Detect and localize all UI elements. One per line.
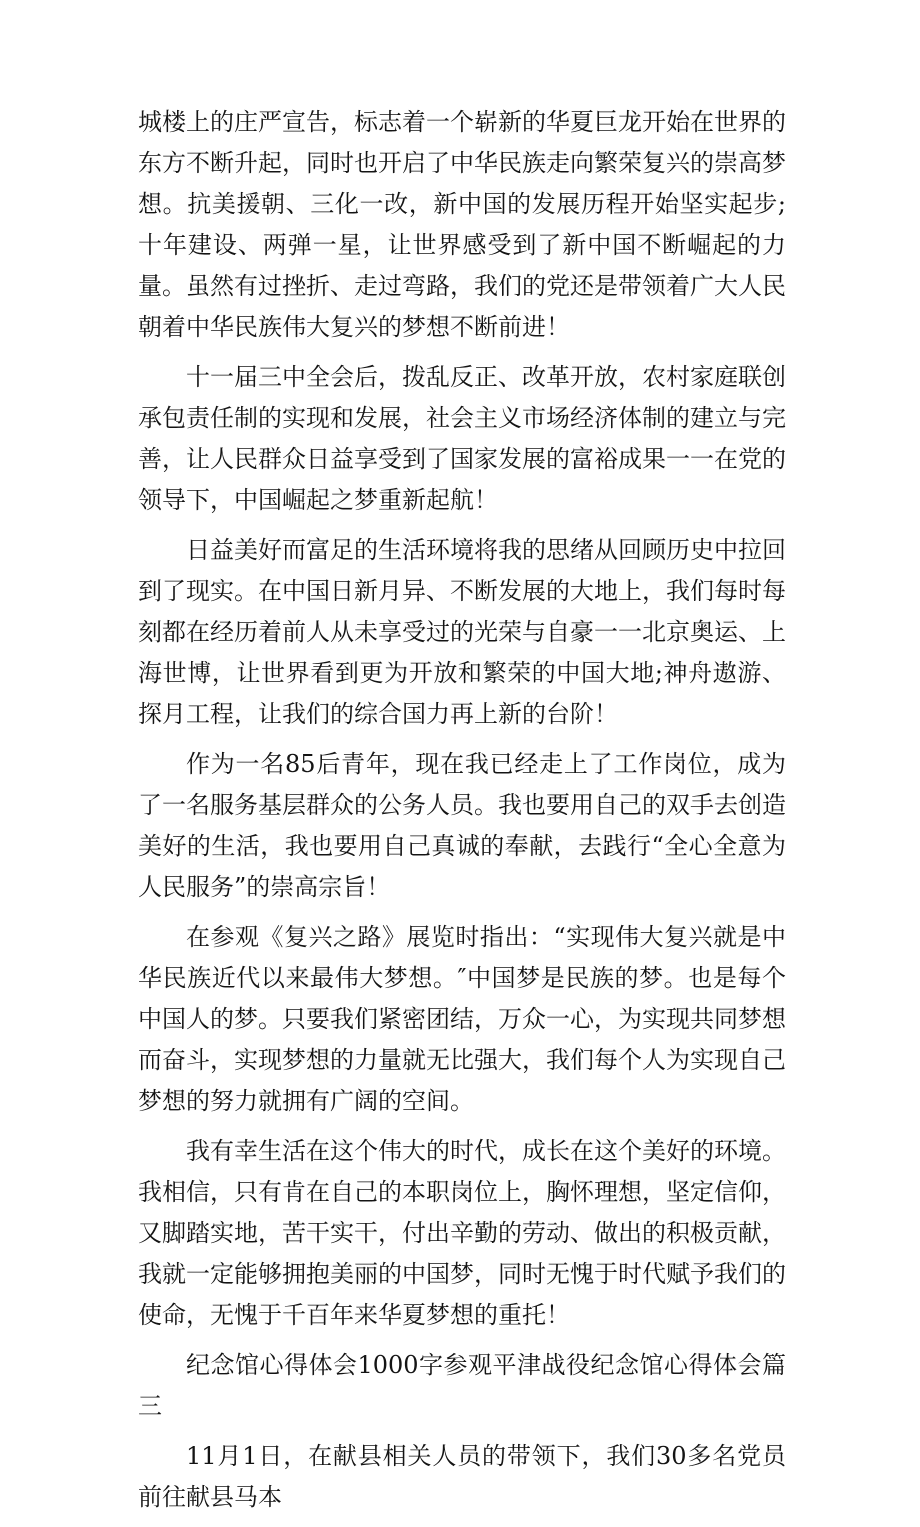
- section-heading: 纪念馆心得体会1000字参观平津战役纪念馆心得体会篇三: [138, 1351, 786, 1420]
- paragraph-6: 我有幸生活在这个伟大的时代，成长在这个美好的环境。我相信，只有肯在自己的本职岗位上，胸怀理想，坚定信仰，又脚踏实地，苦干实干，付出辛勤的劳动、做出的积极贡献，我就一定能够拥抱美丽的中国梦，同时无愧于时代赋予我们的使命，无愧于千百年来华夏梦想的重托！: [138, 1137, 786, 1329]
- paragraph-2: 十一届三中全会后，拨乱反正、改革开放，农村家庭联创承包责任制的实现和发展，社会主义市场经济体制的建立与完善，让人民群众日益享受到了国家发展的富裕成果一一在党的领导下，中国崛起之梦重新起航！: [138, 363, 786, 514]
- paragraph-4: 作为一名85后青年，现在我已经走上了工作岗位，成为了一名服务基层群众的公务人员。我也要用自己的双手去创造美好的生活，我也要用自己真诚的奉献，去践行“全心全意为人民服务”的崇高宗旨！: [138, 750, 786, 901]
- paragraph-5: 在参观《复兴之路》展览时指出：“实现伟大复兴就是中华民族近代以来最伟大梦想。″中国梦是民族的梦。也是每个中国人的梦。只要我们紧密团结，万众一心，为实现共同梦想而奋斗，实现梦想的力量就无比强大，我们每个人为实现自己梦想的努力就拥有广阔的空间。: [138, 923, 786, 1115]
- paragraph-7: 11月1日，在献县相关人员的带领下，我们30多名党员前往献县马本: [138, 1442, 786, 1511]
- document-body: [138, 102, 786, 1527]
- paragraph-3: 日益美好而富足的生活环境将我的思绪从回顾历史中拉回到了现实。在中国日新月异、不断发展的大地上，我们每时每刻都在经历着前人从未享受过的光荣与自豪一一北京奥运、上海世博，让世界看到更为开放和繁荣的中国大地;神舟遨游、探月工程，让我们的综合国力再上新的台阶！: [138, 536, 786, 728]
- paragraph-1: 城楼上的庄严宣告，标志着一个崭新的华夏巨龙开始在世界的东方不断升起，同时也开启了中华民族走向繁荣复兴的崇高梦想。抗美援朝、三化一改，新中国的发展历程开始坚实起步;十年建设、两弹一星，让世界感受到了新中国不断崛起的力量。虽然有过挫折、走过弯路，我们的党还是带领着广大人民朝着中华民族伟大复兴的梦想不断前进！: [138, 108, 786, 341]
